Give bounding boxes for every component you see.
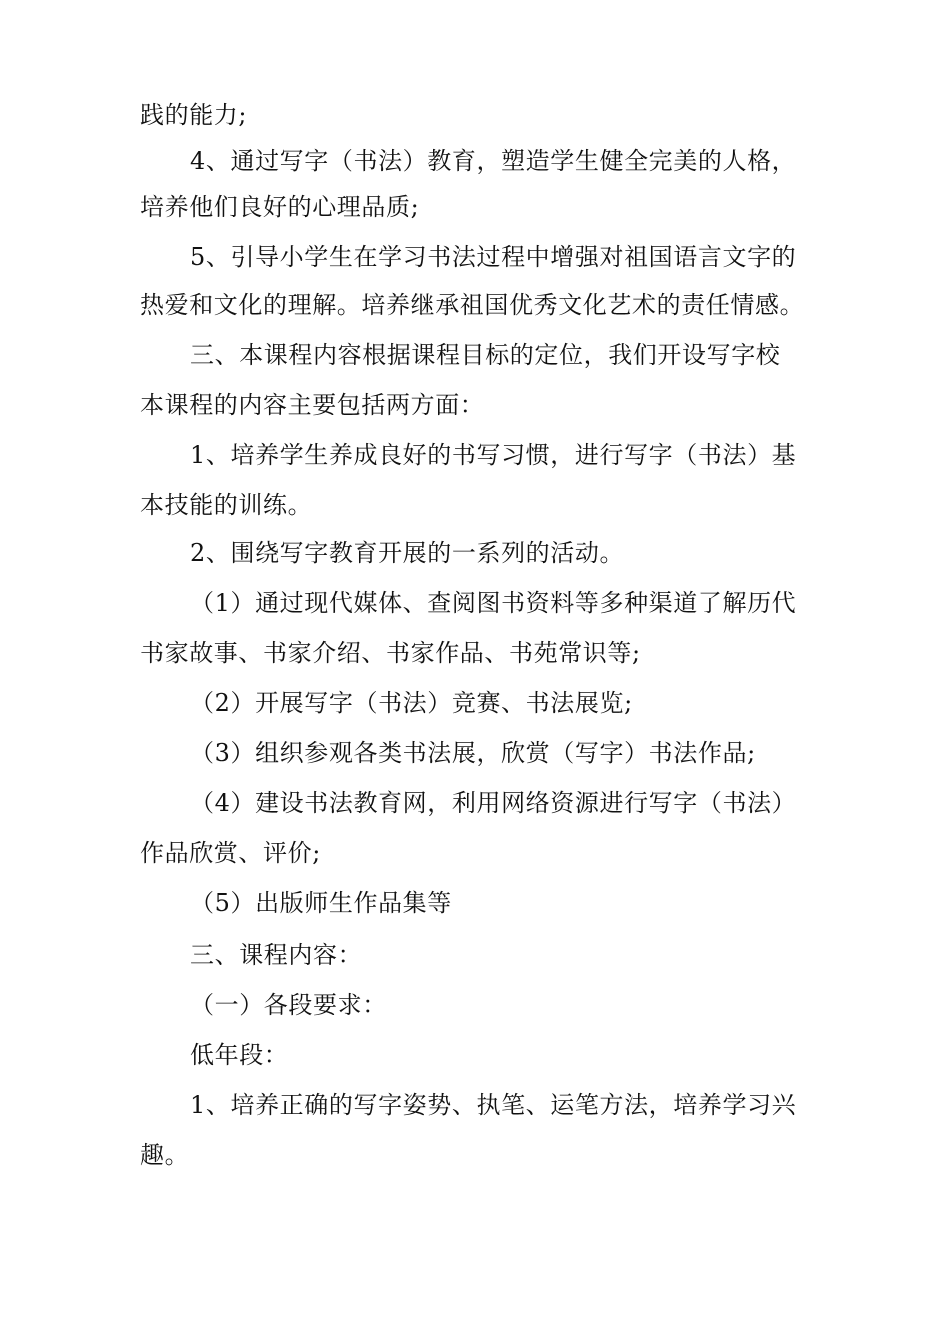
text-line: 践的能力; [140,101,248,129]
text-line: （一）各段要求： [190,991,387,1019]
text-line: 本技能的训练。 [140,491,313,519]
text-line: （2）开展写字（书法）竞赛、书法展览; [190,689,633,717]
text-line: 1、培养学生养成良好的书写习惯，进行写字（书法）基 [190,441,797,469]
text-line: 热爱和文化的理解。培养继承祖国优秀文化艺术的责任情感。 [140,291,805,319]
text-line: 培养他们良好的心理品质; [140,193,420,221]
text-line: 1、培养正确的写字姿势、执笔、运笔方法，培养学习兴 [190,1091,797,1119]
text-line: 4、通过写字（书法）教育，塑造学生健全完美的人格， [190,147,797,175]
text-line: 2、围绕写字教育开展的一系列的活动。 [190,539,625,567]
text-line: 本课程的内容主要包括两方面： [140,391,485,419]
text-line: 作品欣赏、评价; [140,839,321,867]
text-line: （4）建设书法教育网，利用网络资源进行写字（书法） [190,789,797,817]
text-line: 趣。 [140,1141,190,1169]
text-line: 5、引导小学生在学习书法过程中增强对祖国语言文字的 [190,243,797,271]
text-line: （3）组织参观各类书法展，欣赏（写字）书法作品; [190,739,756,767]
text-line: 三、本课程内容根据课程目标的定位，我们开设写字校 [190,341,781,369]
text-line: 书家故事、书家介绍、书家作品、书苑常识等; [140,639,641,667]
text-line: （5）出版师生作品集等 [190,889,452,917]
text-line: 三、课程内容： [190,941,363,969]
text-line: 低年段： [190,1041,289,1069]
text-line: （1）通过现代媒体、查阅图书资料等多种渠道了解历代 [190,589,797,617]
